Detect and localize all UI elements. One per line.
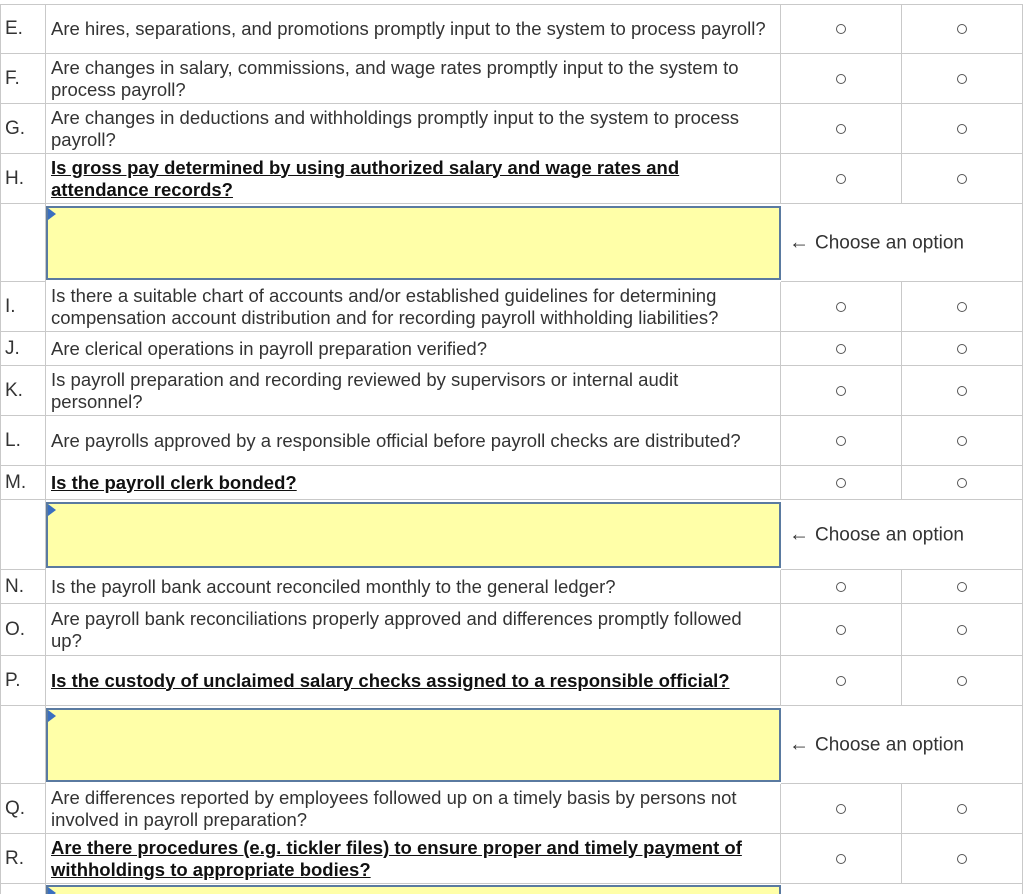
answer-no-radio[interactable] (957, 124, 967, 134)
arrow-left-icon: ← (789, 231, 809, 253)
answer-yes-radio[interactable] (836, 582, 846, 592)
note-textarea[interactable] (46, 502, 781, 568)
answer-yes-radio[interactable] (836, 854, 846, 864)
question-text: Are clerical operations in payroll preparation verified? (51, 337, 488, 359)
comment-flag-icon (48, 887, 56, 894)
answer-no-radio[interactable] (957, 478, 967, 488)
answer-no-radio[interactable] (957, 174, 967, 184)
answer-yes-radio[interactable] (836, 478, 846, 488)
answer-no-radio[interactable] (957, 804, 967, 814)
question-text: Are changes in deductions and withholdings promptly input to the system to process payroll? (51, 106, 739, 150)
question-text: Is the custody of unclaimed salary checks assigned to a responsible official? (51, 669, 730, 691)
choose-option-label: Choose an option (815, 734, 964, 755)
question-text: Are payrolls approved by a responsible official before payroll checks are distributed? (51, 429, 741, 451)
answer-yes-radio[interactable] (836, 74, 846, 84)
table-row (0, 656, 1024, 706)
table-row (0, 416, 1024, 466)
question-text: Are differences reported by employees followed up on a timely basis by persons not involved in payroll preparation? (51, 786, 737, 830)
comment-flag-icon (48, 504, 56, 516)
question-text: Are payroll bank reconciliations properly approved and differences promptly followed up? (51, 607, 742, 651)
question-letter: Q. (5, 797, 26, 819)
answer-yes-radio[interactable] (836, 302, 846, 312)
comment-flag-icon (48, 208, 56, 220)
question-text: Is the payroll bank account reconciled monthly to the general ledger? (51, 575, 616, 597)
option-selector[interactable] (781, 500, 1023, 570)
note-row (0, 204, 1024, 282)
table-row (0, 54, 1024, 104)
table-row (0, 784, 1024, 834)
question-letter: J. (5, 337, 20, 359)
question-letter: L. (5, 429, 21, 451)
arrow-left-icon: ← (789, 733, 809, 755)
answer-no-radio[interactable] (957, 386, 967, 396)
table-row (0, 4, 1024, 54)
question-text: Are hires, separations, and promotions promptly input to the system to process payroll? (51, 18, 766, 39)
table-row (0, 366, 1024, 416)
option-selector[interactable] (781, 706, 1023, 784)
question-text: Is payroll preparation and recording reviewed by supervisors or internal audit personnel? (51, 368, 679, 412)
option-selector[interactable] (781, 884, 1023, 894)
answer-no-radio[interactable] (957, 582, 967, 592)
answer-no-radio[interactable] (957, 344, 967, 354)
table-row (0, 104, 1024, 154)
answer-no-radio[interactable] (957, 676, 967, 686)
question-letter: R. (5, 847, 24, 869)
question-text: Are changes in salary, commissions, and wage rates promptly input to the system to process payroll? (51, 56, 739, 100)
table-row (0, 570, 1024, 604)
note-row (0, 500, 1024, 570)
table-row (0, 332, 1024, 366)
answer-yes-radio[interactable] (836, 804, 846, 814)
question-text: Is the payroll clerk bonded? (51, 471, 297, 493)
table-row (0, 154, 1024, 204)
question-letter: G. (5, 117, 26, 139)
answer-yes-radio[interactable] (836, 24, 846, 34)
note-row (0, 884, 1024, 894)
answer-yes-radio[interactable] (836, 625, 846, 635)
question-letter: P. (5, 669, 21, 691)
question-text: Is there a suitable chart of accounts and/or established guidelines for determining compensation account distribution and for recording payroll withholding liabilities? (51, 284, 719, 328)
option-selector[interactable] (781, 204, 1023, 282)
answer-yes-radio[interactable] (836, 436, 846, 446)
question-text: Are there procedures (e.g. tickler files) to ensure proper and timely payment of withholdings to appropriate bodies? (51, 836, 742, 880)
answer-no-radio[interactable] (957, 854, 967, 864)
question-letter: M. (5, 471, 27, 493)
comment-flag-icon (48, 710, 56, 722)
question-letter: N. (5, 575, 24, 597)
answer-yes-radio[interactable] (836, 124, 846, 134)
question-letter: I. (5, 295, 16, 317)
note-textarea[interactable] (46, 708, 781, 782)
answer-no-radio[interactable] (957, 302, 967, 312)
answer-yes-radio[interactable] (836, 344, 846, 354)
answer-yes-radio[interactable] (836, 676, 846, 686)
question-letter: K. (5, 379, 23, 401)
note-row (0, 706, 1024, 784)
table-row (0, 466, 1024, 500)
question-letter: E. (5, 18, 23, 39)
table-row (0, 834, 1024, 884)
arrow-left-icon: ← (789, 523, 809, 545)
question-letter: H. (5, 167, 24, 189)
choose-option-label: Choose an option (815, 524, 964, 545)
answer-no-radio[interactable] (957, 436, 967, 446)
question-letter: F. (5, 67, 20, 89)
note-textarea[interactable] (46, 885, 781, 894)
choose-option-label: Choose an option (815, 232, 964, 253)
note-textarea[interactable] (46, 206, 781, 280)
question-text: Is gross pay determined by using authorized salary and wage rates and attendance records? (51, 156, 680, 200)
answer-yes-radio[interactable] (836, 386, 846, 396)
answer-no-radio[interactable] (957, 24, 967, 34)
answer-yes-radio[interactable] (836, 174, 846, 184)
question-letter: O. (5, 618, 26, 640)
answer-no-radio[interactable] (957, 625, 967, 635)
table-row (0, 604, 1024, 656)
answer-no-radio[interactable] (957, 74, 967, 84)
table-row (0, 282, 1024, 332)
